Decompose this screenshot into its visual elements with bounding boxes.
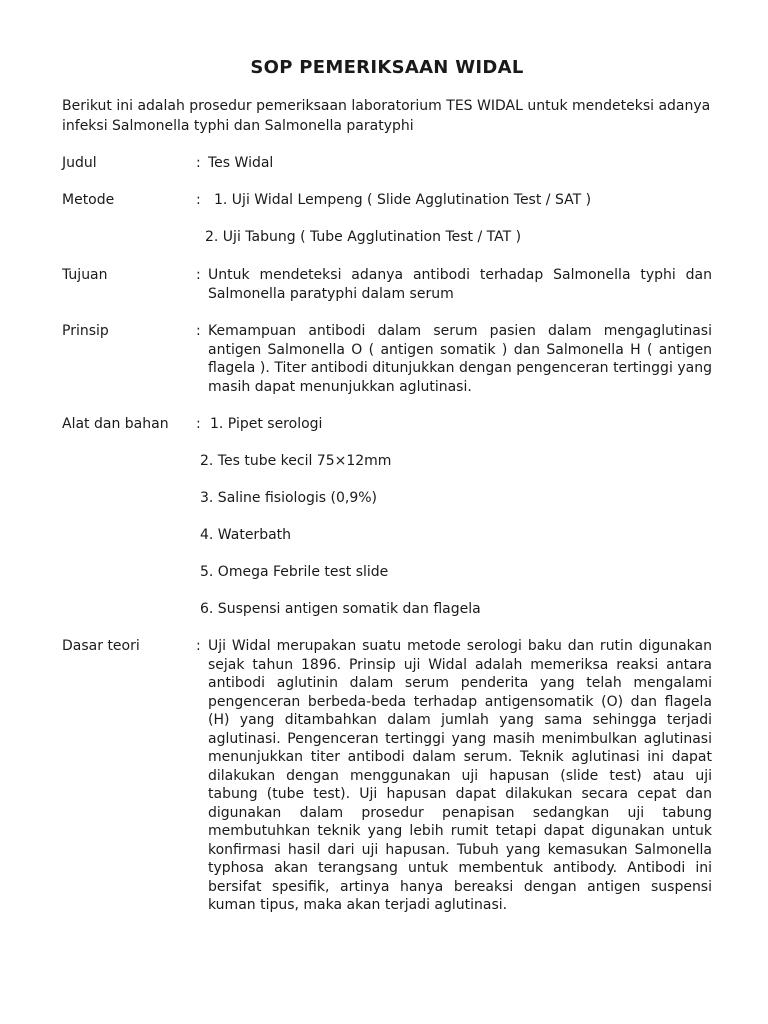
tujuan-value: Untuk mendeteksi adanya antibodi terhadap Salmonella typhi dan Salmonella paratyphi dalam serum (208, 267, 712, 302)
metode-label: Metode (62, 192, 115, 208)
metode-item-1: 1. Uji Widal Lempeng ( Slide Agglutination Test / SAT ) (214, 192, 592, 208)
metode-item-2: 2. Uji Tabung ( Tube Agglutination Test / TAT ) (205, 229, 522, 245)
tujuan-colon: : (196, 267, 201, 283)
alat-bahan-colon: : (196, 416, 201, 432)
document-title: SOP PEMERIKSAAN WIDAL (250, 57, 524, 78)
judul-value: Tes Widal (208, 155, 274, 171)
alat-bahan-label: Alat dan bahan (62, 416, 169, 432)
metode-colon: : (196, 192, 201, 208)
prinsip-value: Kemampuan antibodi dalam serum pasien dalam mengaglutinasi antigen Salmonella O ( antigen somatik ) dan Salmonella H ( antigen flagela ). Titer antibodi ditunjukkan dengan pengenceran tertinggi yang masih dapat menunjukkan aglutinasi. (208, 323, 712, 395)
alat-bahan-item-5: 5. Omega Febrile test slide (200, 564, 389, 580)
prinsip-colon: : (196, 323, 201, 339)
tujuan-label: Tujuan (62, 267, 108, 283)
dasar-teori-colon: : (196, 638, 201, 654)
judul-colon: : (196, 155, 201, 171)
alat-bahan-item-6: 6. Suspensi antigen somatik dan flagela (200, 601, 481, 617)
alat-bahan-item-3: 3. Saline fisiologis (0,9%) (200, 490, 378, 506)
prinsip-label: Prinsip (62, 323, 109, 339)
alat-bahan-item-4: 4. Waterbath (200, 527, 292, 543)
intro-paragraph: Berikut ini adalah prosedur pemeriksaan laboratorium TES WIDAL untuk mendeteksi adanya infeksi Salmonella typhi dan Salmonella paratyphi (62, 98, 711, 134)
dasar-teori-value: Uji Widal merupakan suatu metode serologi baku dan rutin digunakan sejak tahun 1896. Prinsip uji Widal adalah memeriksa reaksi antara antibodi aglutinin dalam serum penderita yang telah mengalami pengenceran berbeda-beda terhadap antigensomatik (O) dan flagela (H) yang ditambahkan dalam jumlah yang sama sehingga terjadi aglutinasi. Pengenceran tertinggi yang masih menimbulkan aglutinasi menunjukkan titer antibodi dalam serum. Teknik aglutinasi ini dapat dilakukan dengan menggunakan uji hapusan (slide test) atau uji tabung (tube test). Uji hapusan dapat dilakukan secara cepat dan digunakan dalam prosedur penapisan sedangkan uji tabung membutuhkan teknik yang lebih rumit tetapi dapat digunakan untuk konfirmasi hasil dari uji hapusan. Tubuh yang kemasukan Salmonella typhosa akan terangsang untuk membentuk antibody. Antibodi ini bersifat spesifik, artinya hanya bereaksi dengan antigen suspensi kuman tipus, maka akan terjadi aglutinasi. (208, 638, 712, 913)
dasar-teori-label: Dasar teori (62, 638, 140, 654)
alat-bahan-item-2: 2. Tes tube kecil 75×12mm (200, 453, 392, 469)
alat-bahan-item-1: 1. Pipet serologi (210, 416, 323, 432)
judul-label: Judul (62, 155, 97, 171)
